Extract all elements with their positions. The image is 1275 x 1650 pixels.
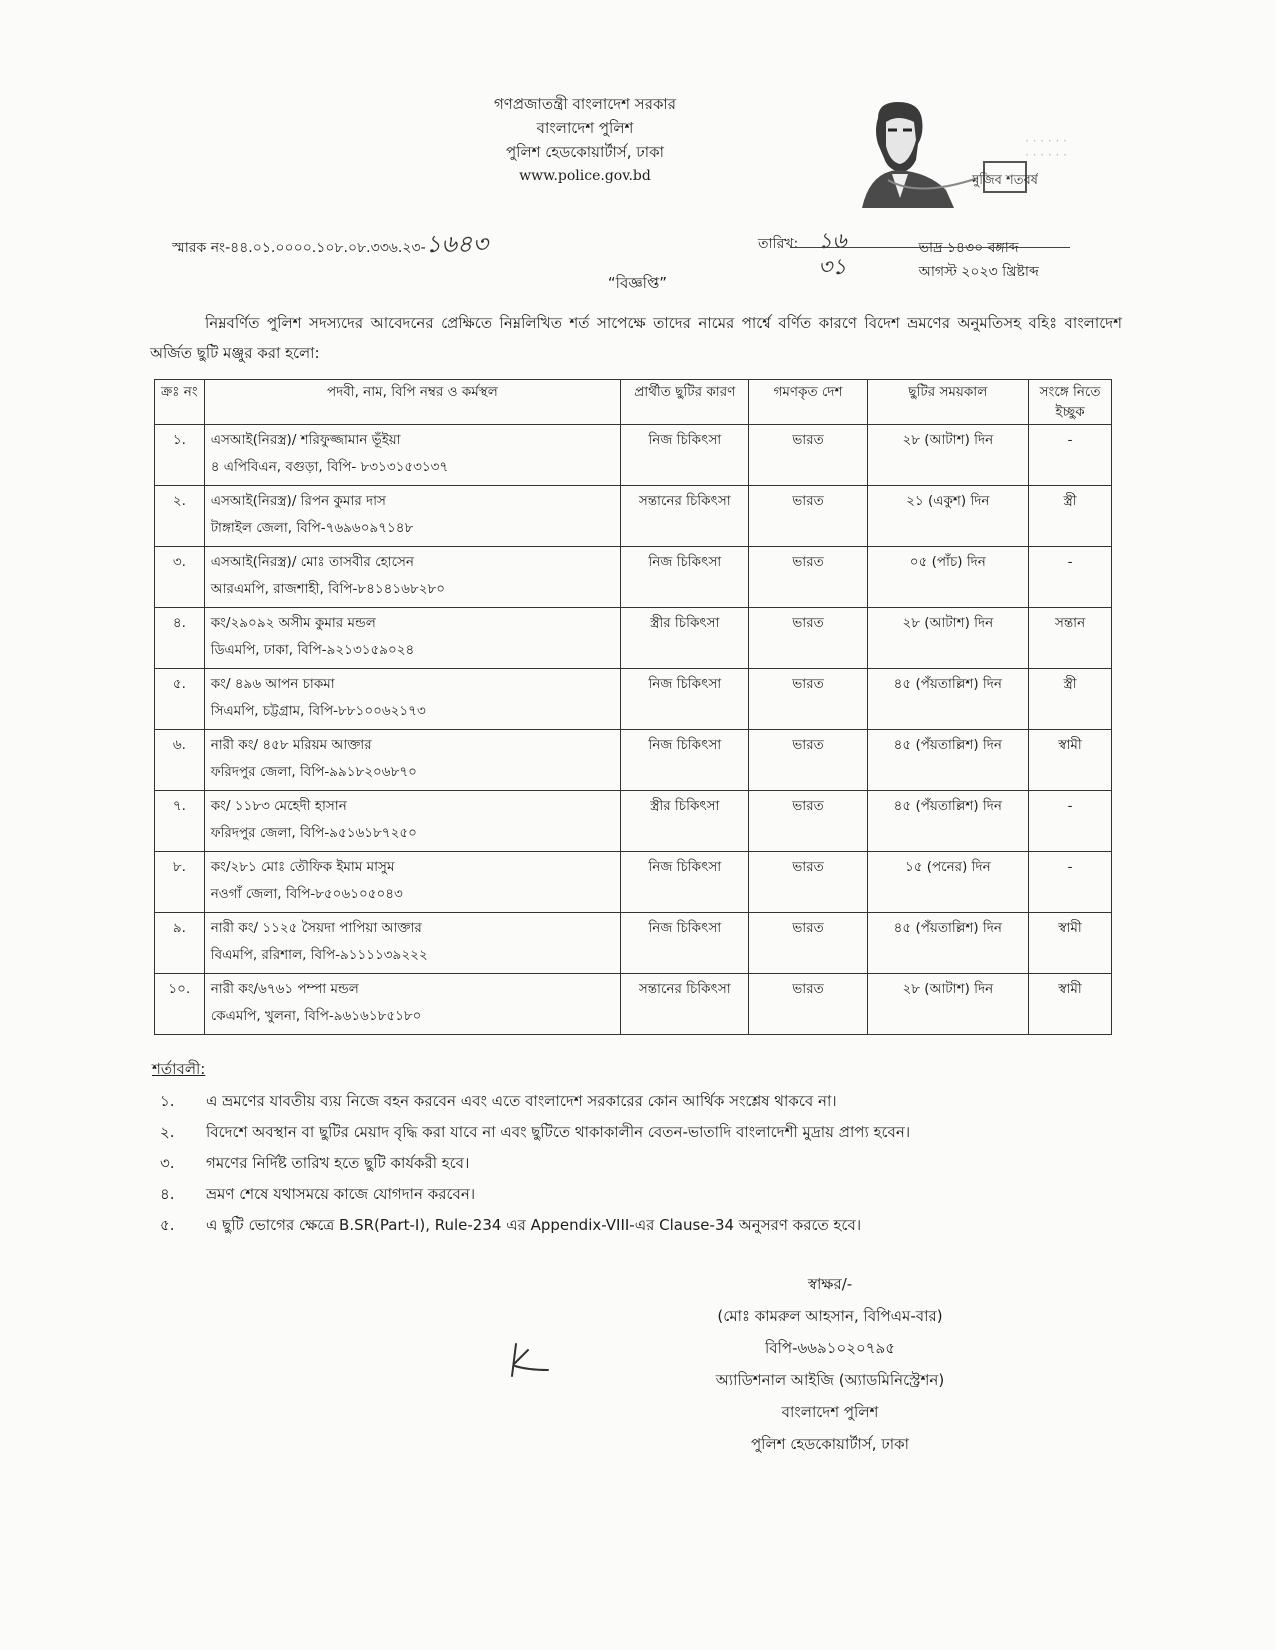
name-cell	[204, 913, 620, 974]
reason-cell	[621, 486, 749, 547]
serial-text: ৯.	[172, 920, 186, 936]
duration-cell	[867, 974, 1029, 1035]
country-cell	[749, 486, 867, 547]
serial-cell	[155, 852, 205, 913]
notice-title: “বিজ্ঞপ্তি”	[607, 274, 668, 292]
country-cell	[749, 547, 867, 608]
date-label: তারিখ:	[758, 236, 799, 252]
duration-text: ২৮ (আটাশ) দিন	[902, 981, 994, 997]
reason-text: নিজ চিকিৎসা	[648, 859, 722, 875]
condition-number: ৫.	[160, 1216, 175, 1234]
duration-text: ১৫ (পনের) দিন	[904, 859, 991, 875]
country-cell	[749, 852, 867, 913]
reason-text: স্ত্রীর চিকিৎসা	[650, 615, 720, 631]
name-cell	[204, 852, 620, 913]
serial-cell	[155, 913, 205, 974]
country-text: ভারত	[792, 798, 824, 814]
companion-cell	[1029, 425, 1112, 486]
handwritten-initial-icon	[506, 1340, 556, 1380]
companion-cell	[1029, 974, 1112, 1035]
name-cell	[204, 730, 620, 791]
signatory-designation: অ্যাডিশনাল আইজি (অ্যাডমিনিস্ট্রেশন)	[715, 1371, 945, 1389]
emblem-text: মুজিব শতবর্ষ	[972, 173, 1038, 188]
col-header-name: পদবী, নাম, বিপি নম্বর ও কর্মস্থল	[204, 380, 620, 425]
reason-text: নিজ চিকিৎসা	[648, 554, 722, 570]
posting-text: বিএমপি, ররিশাল, বিপি-৯১১১১৩৯২২২	[210, 947, 428, 963]
table-header-row	[155, 380, 1112, 425]
duration-cell	[867, 608, 1029, 669]
companion-text: স্বামী	[1058, 981, 1082, 997]
name-text: নারী কং/৬৭৬১ পম্পা মন্ডল	[210, 981, 359, 997]
duration-text: ৪৫ (পঁয়তাল্লিশ) দিন	[893, 798, 1002, 814]
reason-cell	[621, 608, 749, 669]
duration-cell	[867, 486, 1029, 547]
serial-text: ১.	[172, 432, 186, 448]
serial-text: ৫.	[172, 676, 186, 692]
memo-reference	[172, 226, 488, 266]
duration-cell	[867, 913, 1029, 974]
companion-text: -	[1067, 432, 1073, 448]
table-row	[155, 669, 1112, 730]
posting-text: কেএমপি, খুলনা, বিপি-৯৬১৬১৮৫১৮০	[210, 1008, 422, 1024]
companion-cell	[1029, 608, 1112, 669]
govt-name: গণপ্রজাতন্ত্রী বাংলাদেশ সরকার	[493, 95, 677, 113]
country-text: ভারত	[792, 981, 824, 997]
companion-text: -	[1067, 554, 1073, 570]
country-text: ভারত	[792, 554, 824, 570]
country-text: ভারত	[792, 432, 824, 448]
reason-cell	[621, 852, 749, 913]
duration-cell	[867, 547, 1029, 608]
col-header-companion: সংঙ্গে নিতে ইচ্ছুক	[1029, 380, 1112, 425]
signatory-name: (মোঃ কামরুল আহসান, বিপিএম-বার)	[717, 1307, 943, 1325]
country-cell	[749, 425, 867, 486]
duration-cell	[867, 791, 1029, 852]
reason-text: নিজ চিকিৎসা	[648, 737, 722, 753]
serial-text: ৩.	[172, 554, 186, 570]
website-link[interactable]: www.police.gov.bd	[519, 168, 651, 184]
condition-number: ২.	[160, 1123, 175, 1141]
date-divider	[790, 247, 1070, 248]
name-cell	[204, 974, 620, 1035]
posting-text: নওগাঁ জেলা, বিপি-৮৫০৬১০৫০৪৩	[210, 886, 403, 902]
table-row	[155, 913, 1112, 974]
companion-cell	[1029, 791, 1112, 852]
serial-cell	[155, 669, 205, 730]
memo-handwritten-number: ১৬৪৩	[425, 230, 488, 258]
posting-text: ফরিদপুর জেলা, বিপি-৯৯১৮২০৬৮৭০	[210, 764, 417, 780]
condition-text: এ ছুটি ভোগের ক্ষেত্রে B.SR(Part-I), Rule-234 এর Appendix-VIII-এর Clause-34 অনুসরণ করতে হবে।	[206, 1216, 862, 1234]
bleed-through-marks: · · · · · · · · · · · ·	[1025, 134, 1067, 162]
name-cell	[204, 486, 620, 547]
name-text: নারী কং/ ৪৫৮ মরিয়ম আক্তার	[210, 737, 372, 753]
serial-cell	[155, 486, 205, 547]
condition-number: ৩.	[160, 1154, 175, 1172]
office-name: পুলিশ হেডকোয়ার্টার্স, ঢাকা	[505, 143, 664, 161]
bangla-day-handwritten: ১৬	[818, 229, 847, 254]
companion-cell	[1029, 913, 1112, 974]
country-cell	[749, 608, 867, 669]
col-header-reason: প্রার্থীত ছুটির কারণ	[621, 380, 749, 425]
duration-text: ২৮ (আটাশ) দিন	[902, 432, 994, 448]
duration-text: ৪৫ (পঁয়তাল্লিশ) দিন	[893, 920, 1002, 936]
posting-text: আরএমপি, রাজশাহী, বিপি-৮৪১৪১৬৮২৮০	[210, 581, 446, 597]
table-row	[155, 730, 1112, 791]
name-cell	[204, 608, 620, 669]
list-item	[160, 1210, 1120, 1241]
duration-cell	[867, 730, 1029, 791]
name-cell	[204, 547, 620, 608]
english-day-handwritten: ৩১	[818, 255, 847, 280]
name-cell	[204, 425, 620, 486]
bangla-month-year: ভাদ্র ১৪৩০ বঙ্গাব্দ	[918, 240, 1019, 256]
condition-text: এ ভ্রমণের যাবতীয় ব্যয় নিজে বহন করবেন এবং এতে বাংলাদেশ সরকারের কোন আর্থিক সংশ্লেষ থাকবে না।	[206, 1092, 837, 1110]
reason-cell	[621, 547, 749, 608]
name-text: কং/ ১১৮৩ মেহেদী হাসান	[210, 798, 347, 814]
companion-text: সন্তান	[1054, 615, 1086, 631]
companion-cell	[1029, 486, 1112, 547]
signatory-organization: বাংলাদেশ পুলিশ	[781, 1403, 879, 1421]
signatory-office: পুলিশ হেডকোয়ার্টার্স, ঢাকা	[750, 1435, 909, 1453]
col-header-serial: ক্রঃ নং	[155, 380, 205, 425]
signatory-bp-number: বিপি-৬৬৯১০২০৭৯৫	[765, 1339, 895, 1357]
serial-text: ৬.	[172, 737, 186, 753]
table-row	[155, 547, 1112, 608]
reason-text: সন্তানের চিকিৎসা	[638, 981, 731, 997]
country-text: ভারত	[792, 859, 824, 875]
name-text: কং/২৯০৯২ অসীম কুমার মন্ডল	[210, 615, 376, 631]
reason-cell	[621, 913, 749, 974]
country-cell	[749, 913, 867, 974]
conditions-title: শর্তাবলী:	[152, 1060, 206, 1078]
reason-cell	[621, 791, 749, 852]
name-text: এসআই(নিরস্ত্র)/ রিপন কুমার দাস	[210, 493, 386, 509]
reason-cell	[621, 730, 749, 791]
country-text: ভারত	[792, 920, 824, 936]
duration-cell	[867, 852, 1029, 913]
serial-text: ২.	[172, 493, 186, 509]
leave-table	[154, 379, 1112, 1035]
list-item	[160, 1179, 1120, 1210]
condition-text: বিদেশে অবস্থান বা ছুটির মেয়াদ বৃদ্ধি করা যাবে না এবং ছুটিতে থাকাকালীন বেতন-ভাতাদি বাংলাদেশী মুদ্রায় প্রাপ্য হবেন।	[206, 1123, 911, 1141]
companion-text: স্ত্রী	[1063, 676, 1077, 692]
companion-text: স্ত্রী	[1063, 493, 1077, 509]
country-cell	[749, 730, 867, 791]
reason-cell	[621, 425, 749, 486]
list-item	[160, 1117, 1120, 1148]
reason-cell	[621, 669, 749, 730]
mujib-centenary-logo-icon	[858, 100, 1038, 210]
posting-text: ফরিদপুর জেলা, বিপি-৯৫১৬১৮৭২৫০	[210, 825, 417, 841]
companion-text: -	[1067, 798, 1073, 814]
name-text: কং/২৮১ মোঃ তৌফিক ইমাম মাসুম	[210, 859, 395, 875]
duration-text: ২১ (একুশ) দিন	[906, 493, 990, 509]
conditions-list	[160, 1086, 1120, 1241]
table-row	[155, 425, 1112, 486]
country-cell	[749, 974, 867, 1035]
companion-text: -	[1067, 859, 1073, 875]
name-cell	[204, 669, 620, 730]
name-text: এসআই(নিরস্ত্র)/ মোঃ তাসবীর হোসেন	[210, 554, 414, 570]
companion-text: স্বামী	[1058, 920, 1082, 936]
reason-text: নিজ চিকিৎসা	[648, 920, 722, 936]
condition-text: ভ্রমণ শেষে যথাসময়ে কাজে যোগদান করবেন।	[206, 1185, 476, 1203]
duration-text: ২৮ (আটাশ) দিন	[902, 615, 994, 631]
intro-paragraph: নিম্নবর্ণিত পুলিশ সদস্যদের আবেদনের প্রেক্ষিতে নিম্নলিখিত শর্ত সাপেক্ষে তাদের নামের পার্শ্বে বর্ণিত কারণে বিদেশ ভ্রমণের অনুমতিসহ বহিঃ বাংলাদেশ অর্জিত ছুটি মঞ্জুর করা হলো:	[150, 314, 1122, 362]
reason-text: নিজ চিকিৎসা	[648, 676, 722, 692]
companion-text: স্বামী	[1058, 737, 1082, 753]
posting-text: টাঙ্গাইল জেলা, বিপি-৭৬৯৬০৯৭১৪৮	[210, 520, 414, 536]
serial-cell	[155, 608, 205, 669]
name-text: কং/ ৪৯৬ আপন চাকমা	[210, 676, 335, 692]
list-item	[160, 1148, 1120, 1179]
serial-cell	[155, 730, 205, 791]
posting-text: সিএমপি, চট্টগ্রাম, বিপি-৮৮১০০৬২১৭৩	[210, 703, 426, 719]
country-text: ভারত	[792, 676, 824, 692]
serial-cell	[155, 425, 205, 486]
serial-cell	[155, 791, 205, 852]
list-item	[160, 1086, 1120, 1117]
name-cell	[204, 791, 620, 852]
serial-text: ১০.	[168, 981, 191, 997]
country-text: ভারত	[792, 737, 824, 753]
table-row	[155, 486, 1112, 547]
name-text: নারী কং/ ১১২৫ সৈয়দা পাপিয়া আক্তার	[210, 920, 422, 936]
serial-cell	[155, 974, 205, 1035]
country-text: ভারত	[792, 615, 824, 631]
reason-text: স্ত্রীর চিকিৎসা	[650, 798, 720, 814]
posting-text: ৪ এপিবিএন, বগুড়া, বিপি- ৮৩১৩১৫৩১৩৭	[210, 459, 449, 475]
table-row	[155, 974, 1112, 1035]
posting-text: ডিএমপি, ঢাকা, বিপি-৯২১৩১৫৯০২৪	[210, 642, 415, 658]
english-month-year: আগস্ট ২০২৩ খ্রিষ্টাব্দ	[918, 264, 1039, 280]
companion-cell	[1029, 852, 1112, 913]
duration-cell	[867, 669, 1029, 730]
col-header-duration: ছুটির সময়কাল	[867, 380, 1029, 425]
companion-cell	[1029, 547, 1112, 608]
table-row	[155, 852, 1112, 913]
condition-number: ১.	[160, 1092, 175, 1110]
name-text: এসআই(নিরস্ত্র)/ শরিফুজ্জামান ভূঁইয়া	[210, 432, 401, 448]
serial-text: ৭.	[172, 798, 186, 814]
country-cell	[749, 669, 867, 730]
duration-cell	[867, 425, 1029, 486]
signed-mark: স্বাক্ষর/-	[807, 1275, 853, 1293]
serial-text: ৪.	[172, 615, 186, 631]
reason-text: নিজ চিকিৎসা	[648, 432, 722, 448]
country-text: ভারত	[792, 493, 824, 509]
serial-cell	[155, 547, 205, 608]
memo-number: স্মারক নং-৪৪.০১.০০০০.১০৮.০৮.৩৩৬.২৩-	[172, 240, 426, 256]
duration-text: ৪৫ (পঁয়তাল্লিশ) দিন	[893, 676, 1002, 692]
country-cell	[749, 791, 867, 852]
col-header-country: গমণকৃত দেশ	[749, 380, 867, 425]
reason-cell	[621, 974, 749, 1035]
duration-text: ০৫ (পাঁচ) দিন	[909, 554, 986, 570]
condition-text: গমণের নির্দিষ্ট তারিখ হতে ছুটি কার্যকরী হবে।	[206, 1154, 470, 1172]
companion-cell	[1029, 669, 1112, 730]
companion-cell	[1029, 730, 1112, 791]
table-row	[155, 791, 1112, 852]
serial-text: ৮.	[172, 859, 186, 875]
table-row	[155, 608, 1112, 669]
department-name: বাংলাদেশ পুলিশ	[536, 119, 634, 137]
reason-text: সন্তানের চিকিৎসা	[638, 493, 731, 509]
signature-block	[680, 1268, 980, 1460]
duration-text: ৪৫ (পঁয়তাল্লিশ) দিন	[893, 737, 1002, 753]
condition-number: ৪.	[160, 1185, 175, 1203]
